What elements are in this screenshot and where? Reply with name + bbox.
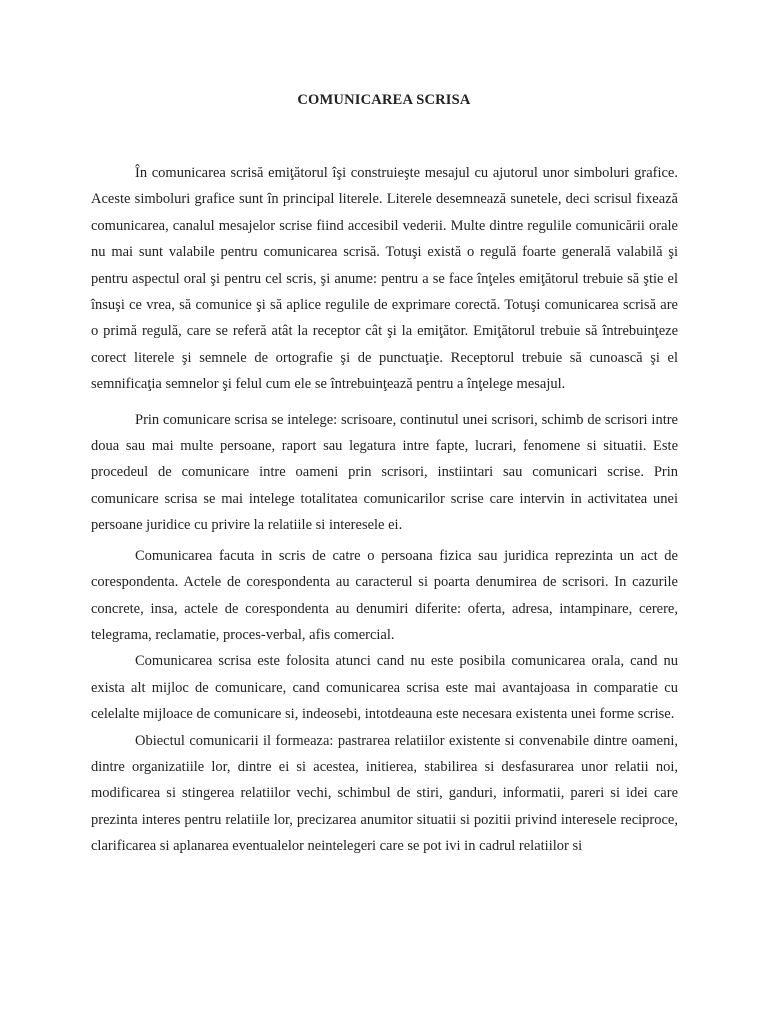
paragraph-4: Comunicarea scrisa este folosita atunci cand nu este posibila comunicarea orala, cand nu exista alt mijloc de comunicare, cand comunicarea scrisa este mai avantajoasa in comparatie cu celelalte mijloace de comunicare si, indeosebi, intotdeauna este necesara existenta unei forme scrise. [91, 653, 678, 723]
paragraph-3: Comunicarea facuta in scris de catre o persoana fizica sau juridica reprezinta un act de corespondenta. Actele de corespondenta au caracterul si poarta denumirea de scrisori. In cazurile concrete, insa, actele de corespondenta au denumiri diferite: oferta, adresa, intampinare, cerere, telegrama, reclamatie, proces-verbal, afis comercial. [91, 547, 678, 643]
paragraph-1: În comunicarea scrisă emiţătorul îşi construieşte mesajul cu ajutorul unor simboluri grafice. Aceste simboluri grafice sunt în principal literele. Literele desemnează sunetele, deci scrisul fixează comunicarea, canalul mesajelor scrise fiind accesibil vederii. Multe dintre regulile comunicării orale nu mai sunt valabile pentru comunicarea scrisă. Totuşi există o regulă foarte generală valabilă şi pentru aspectul oral şi pentru cel scris, şi anume: pentru a se face înţeles emiţătorul trebuie să ştie el însuşi ce vrea, să comunice şi să aplice regulile de exprimare corectă. Totuşi comunicarea scrisă are o primă regulă, care se referă atât la receptor cât şi la emiţător. Emiţătorul trebuie să întrebuinţeze corect literele şi semnele de ortografie şi de punctuaţie. Receptorul trebuie să cunoască şi el semnificaţia semnelor şi felul cum ele se întrebuinţează pentru a înţelege mesajul. [91, 165, 678, 393]
paragraph-2: Prin comunicare scrisa se intelege: scrisoare, continutul unei scrisori, schimb de scrisori intre doua sau mai multe persoane, raport sau legatura intre fapte, lucrari, fenomene si situatii. Este procedeul de comunicare intre oameni prin scrisori, instiintari sau comunicari scrise. Prin comunicare scrisa se mai intelege totalitatea comunicarilor scrise care intervin in activitatea unei persoane juridice cu privire la relatiile si interesele ei. [91, 411, 678, 534]
document-body [91, 160, 678, 860]
paragraph-5: Obiectul comunicarii il formeaza: pastrarea relatiilor existente si convenabile dintre oameni, dintre organizatiile lor, dintre ei si acestea, initierea, stabilirea si desfasurarea unor relatii noi, modificarea si stingerea relatiilor vechi, schimbul de stiri, ganduri, informatii, pareri si idei care prezinta interes pentru relatiile lor, precizarea anumitor situatii si pozitii privind interesele reciproce, clarificarea si aplanarea eventualelor neintelegeri care se pot ivi in cadrul relatiilor si [91, 732, 678, 855]
document-title: COMUNICAREA SCRISA [297, 92, 471, 108]
